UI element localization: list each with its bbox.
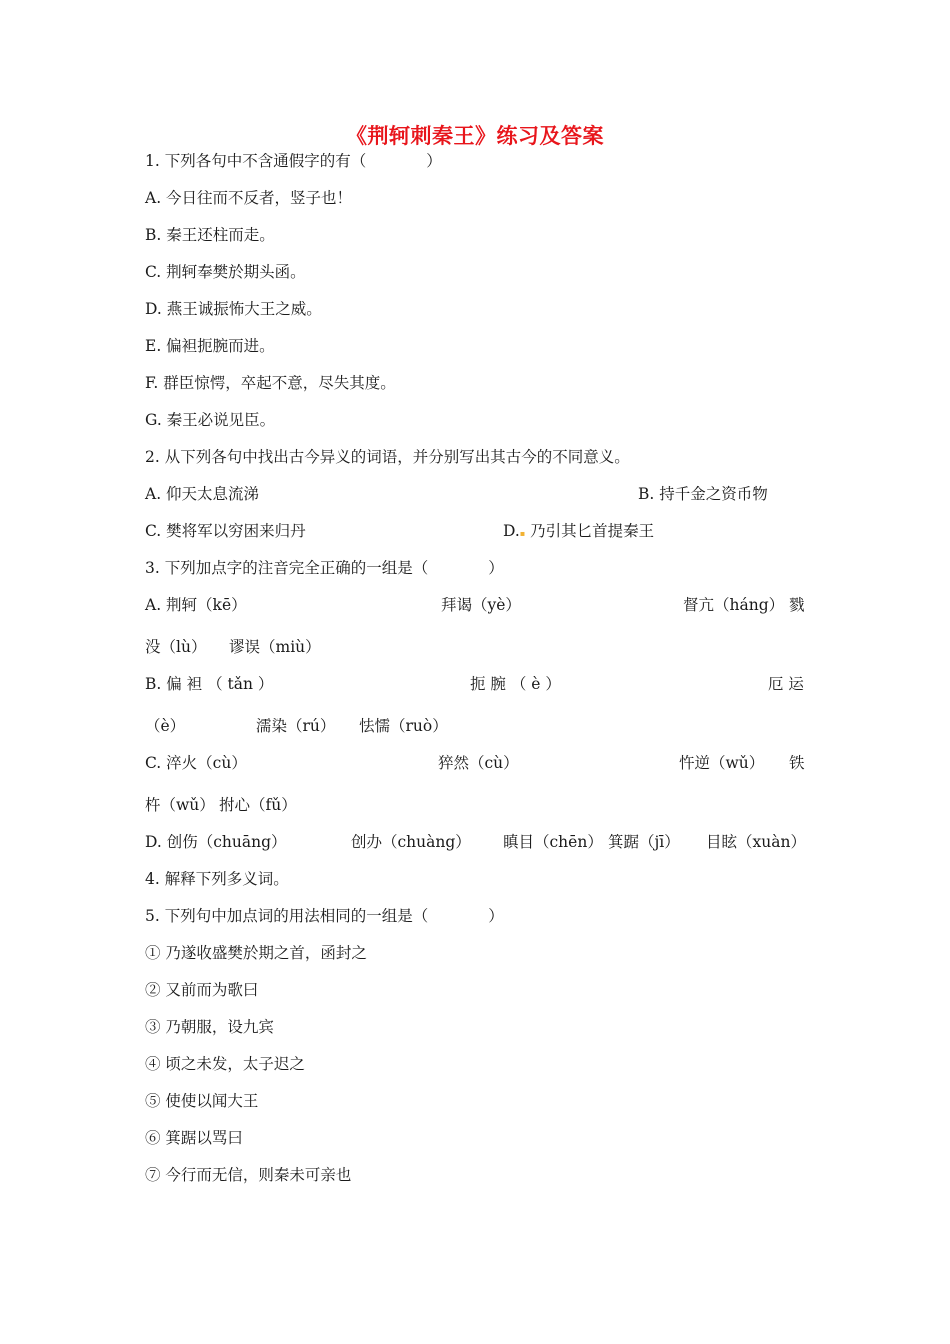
q3-d-item-4: 箕踞（jī） [608, 833, 680, 851]
q3-c-item-3: 忤逆（wǔ） [679, 754, 765, 772]
question-4-stem: 4. 解释下列多义词。 [145, 870, 289, 888]
q3-c-item-1: C. 淬火（cù） [145, 754, 247, 772]
q3-b-item-5: 濡染（rú） [256, 717, 336, 735]
q3-d-item-5: 目眩（xuàn） [706, 833, 806, 851]
q2-option-c: C. 樊将军以穷困来归丹 [145, 522, 306, 540]
q1-option-d: D. 燕王诚振怖大王之威。 [145, 300, 322, 318]
q5-item-2: ② 又前而为歌曰 [145, 981, 259, 999]
q3-b-item-6: 怯懦（ruò） [359, 717, 448, 735]
question-5-stem: 5. 下列句中加点词的用法相同的一组是（ ） [145, 907, 504, 925]
question-1-stem: 1. 下列各句中不含通假字的有（ ） [145, 152, 442, 170]
q3-a-item-2: 拜谒（yè） [441, 596, 521, 614]
question-2-stem: 2. 从下列各句中找出古今异义的词语，并分别写出其古今的不同意义。 [145, 448, 630, 466]
q3-a-item-4: 戮 [789, 596, 805, 614]
q3-b-item-2: 扼 腕 （ è ） [470, 675, 561, 693]
q3-d-item-2: 创办（chuàng） [351, 833, 471, 851]
q3-c-item-2: 猝然（cù） [438, 754, 519, 772]
emphasis-dot-icon: ▪ [519, 529, 526, 538]
q5-item-7: ⑦ 今行而无信，则秦未可亲也 [145, 1166, 352, 1184]
q3-d-item-1: D. 创伤（chuāng） [145, 833, 287, 851]
q3-c-item-4: 铁 [789, 754, 805, 772]
q3-c-item-5: 杵（wǔ） [145, 796, 215, 814]
question-3-stem: 3. 下列加点字的注音完全正确的一组是（ ） [145, 559, 504, 577]
q3-b-item-4: （è） [145, 717, 186, 735]
q5-item-6: ⑥ 箕踞以骂曰 [145, 1129, 243, 1147]
q5-item-5: ⑤ 使使以闻大王 [145, 1092, 259, 1110]
q3-d-item-3: 瞋目（chēn） [503, 833, 603, 851]
q2-option-a: A. 仰天太息流涕 [145, 485, 260, 503]
q1-option-g: G. 秦王必说见臣。 [145, 411, 276, 429]
q3-a-item-3: 督亢（háng） [683, 596, 785, 614]
q5-item-3: ③ 乃朝服，设九宾 [145, 1018, 274, 1036]
q5-item-1: ① 乃遂收盛樊於期之首，函封之 [145, 944, 367, 962]
q3-c-item-6: 拊心（fǔ） [219, 796, 297, 814]
q2-option-b: B. 持千金之资币物 [638, 485, 768, 503]
q1-option-b: B. 秦王还柱而走。 [145, 226, 275, 244]
q2-option-d: D.▪ 乃引其匕首提秦王 [503, 522, 655, 540]
q3-b-item-1: B. 偏 袒 （ tǎn ） [145, 675, 274, 693]
q1-option-c: C. 荆轲奉樊於期头函。 [145, 263, 306, 281]
q3-a-item-5: 没（lù） [145, 638, 207, 656]
q3-a-item-6: 谬误（miù） [229, 638, 321, 656]
q1-option-e: E. 偏袒扼腕而进。 [145, 337, 275, 355]
q1-option-a: A. 今日往而不反者，竖子也！ [145, 189, 353, 207]
q3-b-item-3: 厄 运 [768, 675, 804, 693]
q1-option-f: F. 群臣惊愕，卒起不意，尽失其度。 [145, 374, 396, 392]
q5-item-4: ④ 顷之未发，太子迟之 [145, 1055, 305, 1073]
q3-a-item-1: A. 荆轲（kē） [145, 596, 247, 614]
document-title: 《荆轲刺秦王》练习及答案 [346, 124, 604, 148]
